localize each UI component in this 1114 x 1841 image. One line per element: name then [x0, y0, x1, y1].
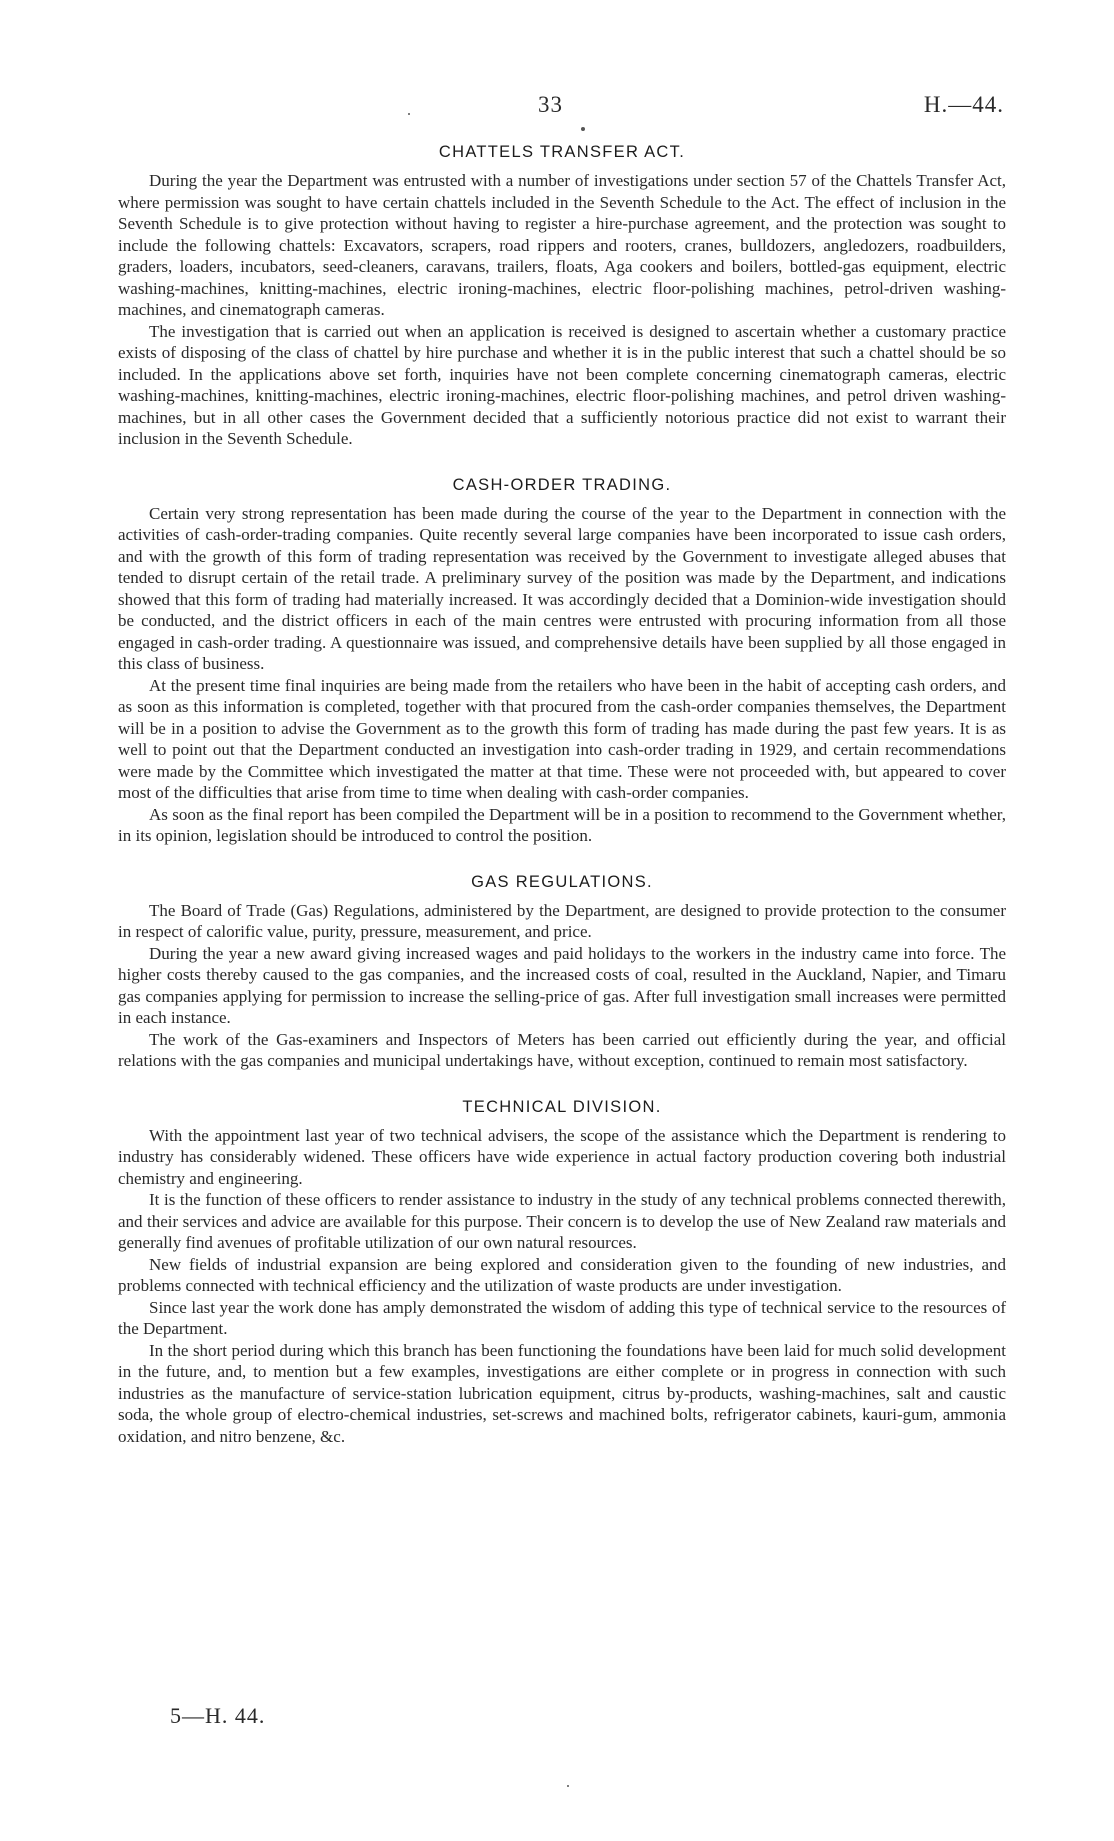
sheet-signature: 5—H. 44.: [170, 1703, 266, 1728]
paragraph: New fields of industrial expansion are being explored and consideration given to the founding of new industries, and problems connected with technical efficiency and the utilization of waste products are under investigation.: [118, 1254, 1006, 1295]
paragraph: The investigation that is carried out when an application is received is designed to ascertain whether a customary practice exists of disposing of the class of chattel by hire purchase and whether it is in the public interest that such a chattel should be so included. In the applications above set forth, inquiries have not been complete concerning cinematograph cameras, electric washing-machines, knitting-machines, electric ironing-machines, electric floor-polishing machines, and petrol driven washing-machines, but in all other cases the Government decided that a sufficiently notorious practice did not exist to warrant their inclusion in the Seventh Schedule.: [118, 321, 1006, 448]
paragraph: As soon as the final report has been compiled the Department will be in a position to recommend to the Government whether, in its opinion, legislation should be introduced to control the position.: [118, 804, 1006, 845]
section-title: GAS REGULATIONS.: [471, 872, 653, 891]
section-chattels-transfer-act: [118, 143, 1006, 450]
paragraph: Certain very strong representation has been made during the course of the year to the Department in connection with the activities of cash-order-trading companies. Quite recently several large companies have been incorporated to issue cash orders, and with the growth of this form of trading representation was received by the Government to investigate alleged abuses that tended to disrupt certain of the retail trade. A preliminary survey of the position was made by the Department, and indications showed that this form of trading had materially increased. It was accordingly decided that a Dominion-wide investigation should be conducted, and the district officers in each of the main centres were entrusted with procuring information from all those engaged in cash-order trading. A questionnaire was issued, and comprehensive details have been supplied by all those engaged in this class of business.: [118, 503, 1006, 673]
paragraph: Since last year the work done has amply demonstrated the wisdom of adding this type of technical service to the resources of the Department.: [118, 1297, 1006, 1338]
section-technical-division: [118, 1098, 1006, 1448]
section-gas-regulations: [118, 873, 1006, 1072]
page-reference: H.—44.: [923, 92, 1004, 117]
section-title: CASH-ORDER TRADING.: [452, 475, 672, 494]
paragraph: With the appointment last year of two technical advisers, the scope of the assistance which the Department is rendering to industry has considerably widened. These officers have wide experience in actual factory production covering both industrial chemistry and engineering.: [118, 1125, 1006, 1188]
paragraph: At the present time final inquiries are being made from the retailers who have been in the habit of accepting cash orders, and as soon as this information is completed, together with that procured from the cash-order companies themselves, the Department will be in a position to advise the Government as to the growth this form of trading has made during the past few years. It is as well to point out that the Department conducted an investigation into cash-order trading in 1929, and certain recommendations were made by the Committee which investigated the matter at that time. These were not proceeded with, but appeared to cover most of the difficulties that arise from time to time when dealing with cash-order companies.: [118, 675, 1006, 802]
scan-speck: [408, 113, 410, 115]
document-body: [118, 143, 1006, 1473]
paragraph: During the year the Department was entrusted with a number of investigations under section 57 of the Chattels Transfer Act, where permission was sought to have certain chattels included in the Seventh Schedule to the Act. The effect of inclusion in the Seventh Schedule is to give protection without having to register a hire-purchase agreement, and the protection was sought to include the following chattels: Excavators, scrapers, road rippers and rooters, cranes, bulldozers, angledozers, roadbuilders, graders, loaders, incubators, seed-cleaners, caravans, trailers, floats, Aga cookers and boilers, bottled-gas equipment, electric washing-machines, knitting-machines, electric ironing-machines, electric floor-polishing machines, petrol-driven washing-machines, and cinematograph cameras.: [118, 171, 1006, 319]
section-title: TECHNICAL DIVISION.: [462, 1097, 662, 1116]
scan-speck: [581, 127, 585, 131]
page-header: [0, 92, 1114, 122]
section-cash-order-trading: [118, 476, 1006, 847]
paragraph: The Board of Trade (Gas) Regulations, administered by the Department, are designed to provide protection to the consumer in respect of calorific value, purity, pressure, measurement, and price.: [118, 900, 1006, 941]
page-number: 33: [538, 92, 563, 117]
paragraph: In the short period during which this branch has been functioning the foundations have been laid for much solid development in the future, and, to mention but a few examples, investigations are either complete or in progress in connection with such industries as the manufacture of service-station lubrication equipment, citrus by-products, washing-machines, salt and caustic soda, the whole group of electro-chemical industries, set-screws and machined bolts, refrigerator cabinets, kauri-gum, ammonia oxidation, and nitro benzene, &c.: [118, 1340, 1006, 1446]
paragraph: It is the function of these officers to render assistance to industry in the study of any technical problems connected therewith, and their services and advice are available for this purpose. Their concern is to develop the use of New Zealand raw materials and generally find avenues of profitable utilization of our own natural resources.: [118, 1190, 1006, 1252]
paragraph: The work of the Gas-examiners and Inspectors of Meters has been carried out efficiently during the year, and official relations with the gas companies and municipal undertakings have, without exception, continued to remain most satisfactory.: [118, 1029, 1006, 1070]
scan-speck: [567, 1785, 569, 1787]
paragraph: During the year a new award giving increased wages and paid holidays to the workers in the industry came into force. The higher costs thereby caused to the gas companies, and the increased costs of coal, resulted in the Auckland, Napier, and Timaru gas companies applying for permission to increase the selling-price of gas. After full investigation small increases were permitted in each instance.: [118, 943, 1006, 1027]
section-title: CHATTELS TRANSFER ACT.: [438, 143, 686, 161]
